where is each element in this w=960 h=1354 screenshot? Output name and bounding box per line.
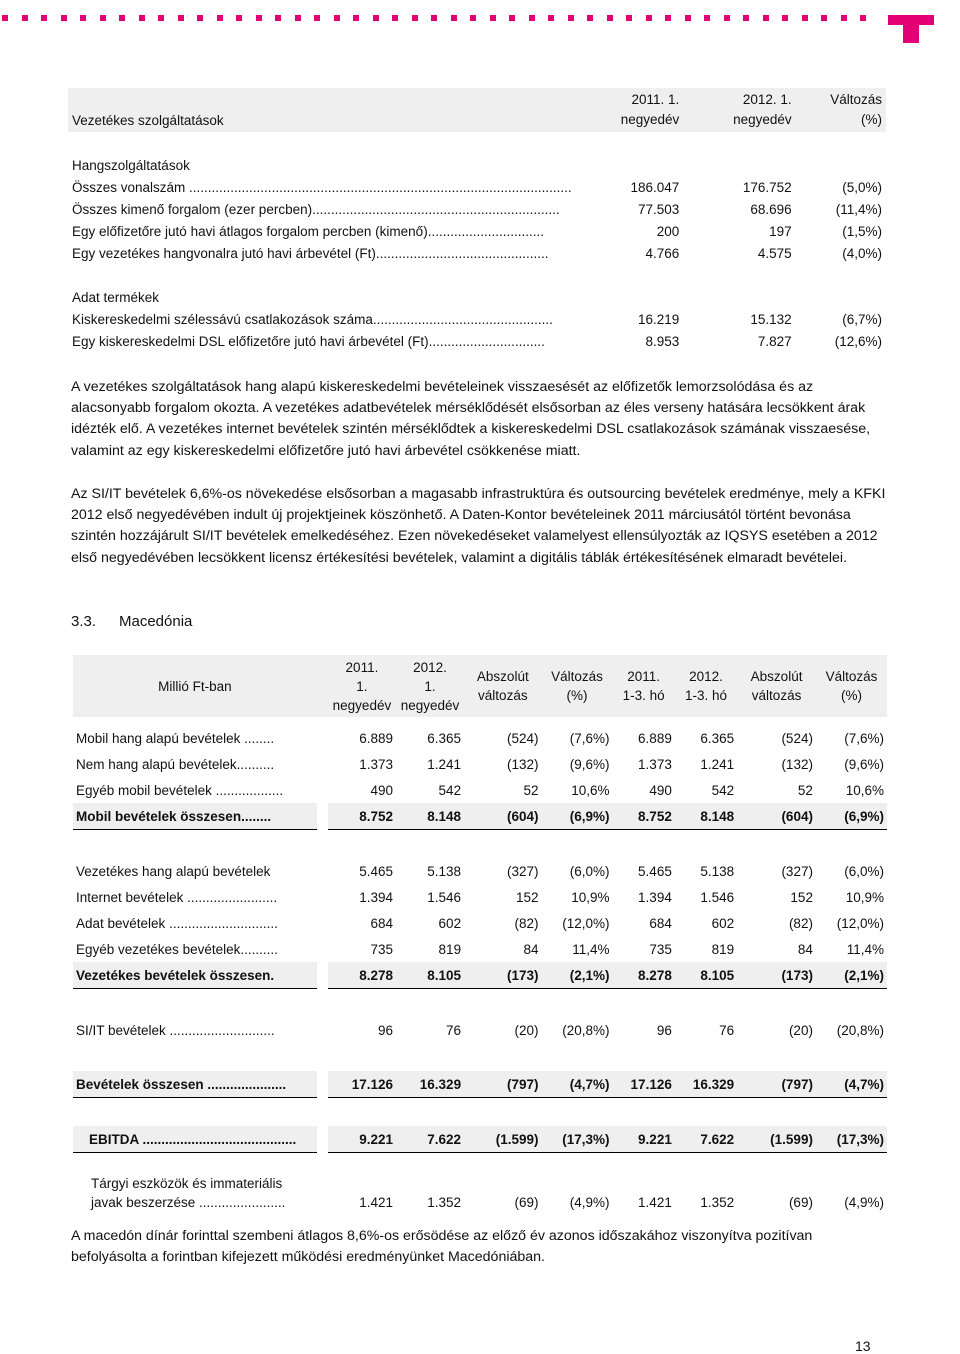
header-dot bbox=[373, 15, 379, 21]
mk-header-pct-change: Változás (%) bbox=[551, 669, 603, 703]
value-change: (6,7%) bbox=[842, 311, 882, 327]
cell-value: 1.241 bbox=[427, 756, 462, 772]
paragraph-si-it: Az SI/IT bevételek 6,6%-os növekedése elsősorban a magasabb infrastruktúra és outsourcing bevételek eredménye, mely a KFKI 2012 első negyedévében indult új projektjeinek köszönhető. A Daten-Kontor bevételeinek 2011 márciusától történt bevonása szintén hozzájárult SI/IT bevételek emelkedéséhez. Ezen növekedéseket valamelyest ellensúlyozták az IQSYS esetében a 2012 első negyedévében lecsökkent licensz értékesítési bevételek, valamint a digitális táblák értékesítésének elmaradt bevételei. bbox=[71, 486, 886, 566]
cell-value: (69) bbox=[788, 1195, 813, 1210]
cell-value: 684 bbox=[370, 915, 393, 931]
cell-value: 11,4% bbox=[846, 941, 884, 957]
table-row bbox=[73, 751, 887, 777]
cell-value: 11,4% bbox=[572, 941, 610, 957]
cell-value: 76 bbox=[719, 1022, 735, 1038]
header-dot bbox=[217, 15, 223, 21]
value-change: (12,6%) bbox=[834, 333, 882, 349]
header-dot bbox=[529, 15, 535, 21]
section-title: Macedónia bbox=[119, 613, 193, 630]
cell-value: (82) bbox=[514, 915, 539, 931]
cell-value: (7,6%) bbox=[844, 730, 884, 746]
paragraph-macedonia: A macedón dínár forinttal szembeni átlagos 8,6%-os erősödése az előző év azonos időszakához viszonyítva pozitívan befolyásolta a forintban kifejezett működési eredményünket Macedóniában. bbox=[71, 1228, 813, 1266]
cell-value: 10,6% bbox=[845, 782, 884, 798]
table-row bbox=[73, 1173, 887, 1213]
cell-value: 542 bbox=[438, 782, 462, 798]
cell-value: (20) bbox=[788, 1022, 813, 1038]
cell-value: 10,6% bbox=[571, 782, 610, 798]
header-dot bbox=[353, 15, 359, 21]
logo-square bbox=[925, 15, 934, 25]
mk-header-ytd-2012: 2012. 1-3. hó bbox=[685, 669, 728, 703]
header-dot bbox=[665, 15, 671, 21]
value-q1-2011: 200 bbox=[656, 223, 680, 239]
row-label: Egyéb vezetékes bevételek.......... bbox=[76, 941, 278, 957]
cell-value: 1.373 bbox=[359, 756, 393, 772]
value-q1-2011: 8.953 bbox=[645, 333, 680, 349]
header-dot bbox=[626, 15, 632, 21]
cell-value: (20,8%) bbox=[836, 1022, 884, 1038]
header-dot bbox=[334, 15, 340, 21]
cell-value: 490 bbox=[370, 782, 393, 798]
header-dot bbox=[197, 15, 203, 21]
cell-value: 542 bbox=[711, 782, 735, 798]
header-dot bbox=[119, 15, 125, 21]
cell-value: 684 bbox=[649, 915, 672, 931]
row-label: Mobil bevételek összesen........ bbox=[73, 803, 317, 830]
cell-value: 602 bbox=[438, 915, 462, 931]
cell-value: (69) bbox=[514, 1195, 539, 1210]
cell-value: 1.421 bbox=[359, 1195, 393, 1210]
cell-value: (9,6%) bbox=[844, 756, 884, 772]
mk-header-ytd-2011: 2011. 1-3. hó bbox=[622, 669, 665, 703]
mk-header-abs-change: Abszolút változás bbox=[476, 669, 529, 703]
header-dot bbox=[841, 15, 847, 21]
header-dot bbox=[704, 15, 710, 21]
header-dot bbox=[782, 15, 788, 21]
cell-value: 1.241 bbox=[700, 756, 735, 772]
cell-value: (6,0%) bbox=[569, 863, 610, 879]
cell-value: (12,0%) bbox=[836, 915, 884, 931]
cell-value: 6.365 bbox=[427, 730, 462, 746]
table-row bbox=[73, 858, 887, 884]
row-label: Egy kiskereskedelmi DSL előfizetőre jutó havi árbevétel (Ft)............................... bbox=[72, 333, 545, 349]
cell-value: 7.622 bbox=[675, 1126, 737, 1153]
cell-value: 1.352 bbox=[427, 1195, 462, 1210]
cell-value: 96 bbox=[377, 1022, 393, 1038]
table-row bbox=[73, 910, 887, 936]
value-q1-2011: 77.503 bbox=[637, 201, 680, 217]
cell-value: (604) bbox=[464, 803, 541, 830]
header-dot bbox=[860, 15, 866, 21]
cell-value: 10,9% bbox=[571, 889, 610, 905]
cell-value: 5.465 bbox=[638, 863, 672, 879]
table-row bbox=[68, 198, 886, 220]
macedonia-table bbox=[73, 655, 887, 1213]
row-label: Tárgyi eszközök és immateriális javak beszerzése ....................... bbox=[91, 1176, 286, 1210]
table-row bbox=[73, 777, 887, 803]
fixed-header-label: Vezetékes szolgáltatások bbox=[68, 88, 576, 132]
cell-value: 735 bbox=[370, 941, 393, 957]
header-dot bbox=[509, 15, 515, 21]
cell-value: 8.752 bbox=[613, 803, 675, 830]
table-row bbox=[73, 725, 887, 751]
cell-value: 1.352 bbox=[700, 1195, 735, 1210]
cell-value: (797) bbox=[464, 1071, 541, 1098]
data-section-title: Adat termékek bbox=[72, 289, 160, 305]
cell-value: 8.148 bbox=[396, 803, 464, 830]
page-number: 13 bbox=[855, 1338, 871, 1354]
header-dot bbox=[470, 15, 476, 21]
cell-value: 76 bbox=[446, 1022, 462, 1038]
cell-value: 8.278 bbox=[328, 962, 396, 989]
fixed-table-header bbox=[68, 88, 886, 132]
mk-header-q1-2011: 2011. 1. negyedév bbox=[332, 659, 392, 713]
header-dot bbox=[685, 15, 691, 21]
row-label: SI/IT bevételek ............................ bbox=[76, 1022, 275, 1038]
cell-value: (132) bbox=[781, 756, 813, 772]
value-change: (1,5%) bbox=[842, 223, 882, 239]
table-row bbox=[73, 936, 887, 962]
unit-label: Millió Ft-ban bbox=[158, 678, 232, 694]
fixed-services-table bbox=[68, 88, 886, 352]
cell-value: (604) bbox=[737, 803, 816, 830]
header-dot bbox=[256, 15, 262, 21]
cell-value: 602 bbox=[711, 915, 735, 931]
cell-value: (524) bbox=[507, 730, 539, 746]
cell-value: (82) bbox=[788, 915, 813, 931]
cell-value: 490 bbox=[649, 782, 672, 798]
table-row bbox=[68, 220, 886, 242]
cell-value: (17,3%) bbox=[816, 1126, 887, 1153]
cell-value: (4,7%) bbox=[816, 1071, 887, 1098]
value-q1-2012: 68.696 bbox=[750, 201, 792, 217]
cell-value: 17.126 bbox=[613, 1071, 675, 1098]
cell-value: 5.138 bbox=[427, 863, 462, 879]
cell-value: 6.365 bbox=[700, 730, 735, 746]
table-row bbox=[68, 176, 886, 198]
cell-value: (173) bbox=[464, 962, 541, 989]
fixed-header-col1: 2011. 1. negyedév bbox=[576, 88, 684, 132]
fixed-header-col2: 2012. 1. negyedév bbox=[683, 88, 795, 132]
cell-value: 152 bbox=[790, 889, 813, 905]
header-dot bbox=[431, 15, 437, 21]
value-q1-2012: 7.827 bbox=[757, 333, 792, 349]
cell-value: (6,9%) bbox=[542, 803, 613, 830]
cell-value: 52 bbox=[797, 782, 813, 798]
header-dot bbox=[41, 15, 47, 21]
row-label: Mobil hang alapú bevételek ........ bbox=[76, 730, 275, 746]
cell-value: 1.394 bbox=[359, 889, 393, 905]
cell-value: 6.889 bbox=[359, 730, 393, 746]
cell-value: 8.105 bbox=[675, 962, 737, 989]
row-label: Egyéb mobil bevételek .................. bbox=[76, 782, 284, 798]
header-dot bbox=[100, 15, 106, 21]
value-q1-2011: 4.766 bbox=[645, 245, 680, 261]
header-dot bbox=[139, 15, 145, 21]
cell-value: (1.599) bbox=[464, 1126, 541, 1153]
cell-value: (20,8%) bbox=[562, 1022, 610, 1038]
header-dot bbox=[80, 15, 86, 21]
header-dot bbox=[724, 15, 730, 21]
cell-value: 735 bbox=[649, 941, 672, 957]
cell-value: (327) bbox=[781, 863, 813, 879]
value-q1-2012: 197 bbox=[769, 223, 792, 239]
cell-value: 9.221 bbox=[328, 1126, 396, 1153]
cell-value: 84 bbox=[523, 941, 539, 957]
telekom-logo-icon bbox=[884, 3, 942, 43]
table-row bbox=[68, 308, 886, 330]
header-dot bbox=[743, 15, 749, 21]
cell-value: 16.329 bbox=[675, 1071, 737, 1098]
cell-value: 52 bbox=[523, 782, 539, 798]
header-dot bbox=[802, 15, 808, 21]
value-q1-2011: 186.047 bbox=[630, 179, 680, 195]
value-change: (4,0%) bbox=[842, 245, 882, 261]
header-dot bbox=[392, 15, 398, 21]
cell-value: (7,6%) bbox=[569, 730, 610, 746]
header-dot bbox=[178, 15, 184, 21]
value-q1-2012: 176.752 bbox=[742, 179, 792, 195]
header-dot bbox=[548, 15, 554, 21]
mk-header-ytd-pct: Változás (%) bbox=[825, 669, 878, 703]
cell-value: (17,3%) bbox=[542, 1126, 613, 1153]
row-label: Összes vonalszám ...................................................................................................... bbox=[72, 179, 572, 195]
cell-value: (173) bbox=[737, 962, 816, 989]
mk-header-ytd-abs: Abszolút változás bbox=[750, 669, 803, 703]
cell-value: (12,0%) bbox=[562, 915, 610, 931]
value-change: (11,4%) bbox=[835, 201, 882, 217]
cell-value: (20) bbox=[514, 1022, 539, 1038]
header-dot bbox=[821, 15, 827, 21]
header-dot bbox=[158, 15, 164, 21]
cell-value: 84 bbox=[797, 941, 813, 957]
cell-value: 1.546 bbox=[427, 889, 462, 905]
value-q1-2012: 15.132 bbox=[750, 311, 792, 327]
cell-value: (2,1%) bbox=[542, 962, 613, 989]
cell-value: (327) bbox=[507, 863, 539, 879]
cell-value: 8.105 bbox=[396, 962, 464, 989]
paragraph-fixed-line: A vezetékes szolgáltatások hang alapú kiskereskedelmi bevételeinek visszaesését az előfizetők lemorzsolódása és az alacsonyabb forgalom okozta. A vezetékes adatbevételek mérséklődését elsősorban az éles verseny hatására lecsökkent árak idézték elő. A vezetékes internet bevételek szintén mérséklődtek a kiskereskedelmi DSL csatlakozások számának visszaesése, valamint az egy kiskereskedelmi előfizetőre jutó havi árbevétel csökkenése miatt. bbox=[71, 379, 871, 459]
cell-value: 5.465 bbox=[359, 863, 393, 879]
header-dot bbox=[275, 15, 281, 21]
header-dot bbox=[236, 15, 242, 21]
voice-section-title: Hangszolgáltatások bbox=[72, 157, 190, 173]
header-dot bbox=[451, 15, 457, 21]
cell-value: (2,1%) bbox=[816, 962, 887, 989]
header-dot bbox=[295, 15, 301, 21]
table-row bbox=[68, 330, 886, 352]
cell-value: 8.752 bbox=[328, 803, 396, 830]
cell-value: 1.546 bbox=[700, 889, 735, 905]
cell-value: 5.138 bbox=[700, 863, 735, 879]
table-row bbox=[73, 962, 887, 989]
cell-value: (6,9%) bbox=[816, 803, 887, 830]
value-q1-2012: 4.575 bbox=[757, 245, 792, 261]
header-dot bbox=[22, 15, 28, 21]
header-dot bbox=[607, 15, 613, 21]
section-heading bbox=[71, 613, 192, 630]
logo-square bbox=[888, 15, 897, 25]
section-number: 3.3. bbox=[71, 613, 97, 630]
row-label: Egy vezetékes hangvonalra jutó havi árbevétel (Ft).............................................. bbox=[72, 245, 549, 261]
cell-value: 152 bbox=[516, 889, 539, 905]
cell-value: (524) bbox=[781, 730, 813, 746]
cell-value: (4,9%) bbox=[844, 1195, 884, 1210]
cell-value: 16.329 bbox=[396, 1071, 464, 1098]
header-dot bbox=[61, 15, 67, 21]
header-dot bbox=[763, 15, 769, 21]
header-dot bbox=[314, 15, 320, 21]
value-q1-2011: 16.219 bbox=[637, 311, 680, 327]
row-label: Vezetékes bevételek összesen. bbox=[73, 962, 317, 989]
cell-value: (797) bbox=[737, 1071, 816, 1098]
row-label: Kiskereskedelmi szélessávú csatlakozások száma................................................ bbox=[72, 311, 553, 327]
cell-value: (4,9%) bbox=[569, 1195, 610, 1210]
cell-value: (1.599) bbox=[737, 1126, 816, 1153]
cell-value: 6.889 bbox=[638, 730, 672, 746]
mk-header-q1-2012: 2012. 1. negyedév bbox=[400, 659, 460, 713]
cell-value: (132) bbox=[507, 756, 539, 772]
cell-value: 8.278 bbox=[613, 962, 675, 989]
header-dot-strip bbox=[2, 11, 877, 25]
header-dot bbox=[568, 15, 574, 21]
table-row bbox=[73, 803, 887, 830]
row-label: Egy előfizetőre jutó havi átlagos forgalom percben (kimenő)............................... bbox=[72, 223, 544, 239]
row-label: Bevételek összesen ..................... bbox=[73, 1071, 317, 1098]
header-dot bbox=[646, 15, 652, 21]
cell-value: 1.421 bbox=[638, 1195, 672, 1210]
row-label: Vezetékes hang alapú bevételek bbox=[76, 863, 271, 879]
cell-value: 8.148 bbox=[675, 803, 737, 830]
cell-value: 819 bbox=[438, 941, 462, 957]
header-dot bbox=[587, 15, 593, 21]
row-label: Adat bevételek ............................. bbox=[76, 915, 278, 931]
cell-value: 1.373 bbox=[638, 756, 672, 772]
header-dot bbox=[412, 15, 418, 21]
row-label: Nem hang alapú bevételek.......... bbox=[76, 756, 275, 772]
table-row bbox=[73, 1126, 887, 1153]
macedonia-table-header bbox=[73, 655, 887, 717]
cell-value: (4,7%) bbox=[542, 1071, 613, 1098]
table-row bbox=[68, 242, 886, 264]
cell-value: (9,6%) bbox=[569, 756, 610, 772]
table-row bbox=[73, 1071, 887, 1098]
row-label: Összes kimenő forgalom (ezer percben).................................................................. bbox=[72, 201, 560, 217]
cell-value: 9.221 bbox=[613, 1126, 675, 1153]
table-row bbox=[73, 1017, 887, 1043]
cell-value: (6,0%) bbox=[844, 863, 884, 879]
cell-value: 1.394 bbox=[638, 889, 672, 905]
cell-value: 96 bbox=[656, 1022, 672, 1038]
row-label: Internet bevételek ........................ bbox=[76, 889, 278, 905]
fixed-header-col3: Változás (%) bbox=[796, 88, 886, 132]
cell-value: 17.126 bbox=[328, 1071, 396, 1098]
header-dot bbox=[490, 15, 496, 21]
table-row bbox=[73, 884, 887, 910]
header-dot bbox=[2, 15, 8, 21]
cell-value: 7.622 bbox=[396, 1126, 464, 1153]
cell-value: 819 bbox=[711, 941, 735, 957]
value-change: (5,0%) bbox=[842, 179, 882, 195]
cell-value: 10,9% bbox=[845, 889, 884, 905]
row-label: EBITDA ......................................... bbox=[73, 1126, 317, 1153]
